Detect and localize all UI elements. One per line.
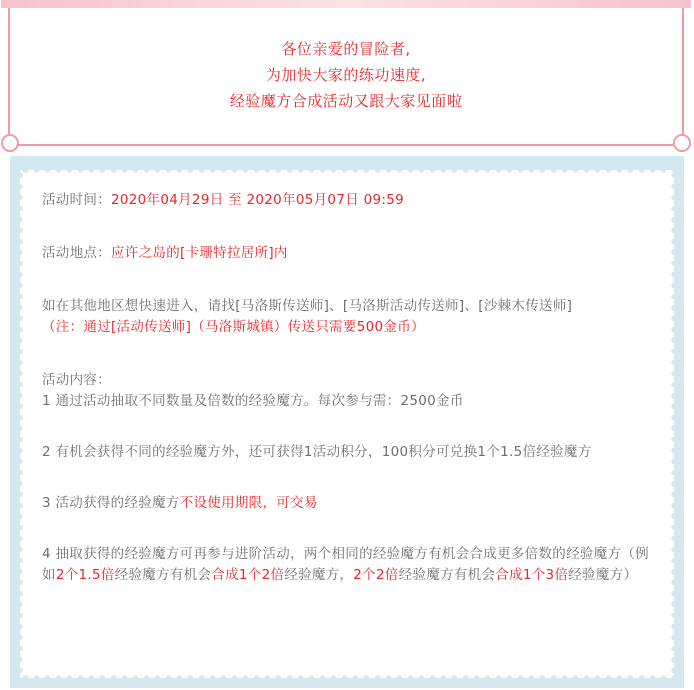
content-item-4-highlight-f: 2个2倍 — [353, 567, 399, 583]
perforation-right — [671, 170, 677, 678]
content-item-4-text-g: 经验魔方有机会 — [398, 567, 496, 583]
event-place-label: 活动地点： — [42, 245, 111, 261]
event-time — [42, 190, 660, 211]
event-time-value: 2020年04月29日 至 2020年05月07日 09:59 — [111, 192, 405, 208]
event-details-frame — [10, 156, 684, 688]
content-item-3-text: 3 活动获得的经验魔方 — [42, 495, 180, 511]
content-item-3-highlight: 不设使用期限，可交易 — [179, 495, 318, 511]
travel-instructions: 如在其他地区想快速进入，请找[马洛斯传送师]、[马洛斯活动传送师]、[沙棘木传送师] — [42, 298, 573, 314]
event-place — [42, 243, 660, 264]
content-item-4-highlight-b: 2个1.5倍 — [55, 567, 115, 583]
banner-corner-left — [1, 134, 19, 152]
banner-line-3: 经验魔方合成活动又跟大家见面啦 — [229, 92, 463, 110]
perforation-bottom — [20, 675, 674, 681]
content-item-4-text-c: 经验魔方有机会 — [114, 567, 212, 583]
event-time-label: 活动时间： — [42, 192, 111, 208]
perforation-top — [20, 167, 674, 173]
content-item-4-text-e: 经验魔方， — [284, 567, 354, 583]
intro-banner — [8, 0, 684, 146]
content-item-4-text-i: 经验魔方） — [568, 567, 638, 583]
perforation-left — [17, 170, 23, 678]
banner-text — [10, 36, 682, 114]
travel-note: （注：通过[活动传送师]（马洛斯城镇）传送只需要500金币） — [42, 319, 425, 335]
banner-line-1: 各位亲爱的冒险者, — [281, 40, 411, 58]
content-item-4 — [42, 544, 660, 586]
content-item-3 — [42, 493, 660, 514]
event-details-card — [20, 170, 674, 678]
content-heading: 活动内容： — [42, 372, 111, 388]
content-item-4-text-a: 4 抽取获得的经验魔方可再参与进阶活动，两个相同的经验魔方有机会合成更多倍数的经验魔方（例如 — [42, 546, 649, 583]
event-place-value: 应许之岛的[卡珊特拉居所]内 — [111, 245, 288, 261]
content-item-4-highlight-h: 合成1个3倍 — [495, 567, 569, 583]
content-item-2: 2 有机会获得不同的经验魔方外，还可获得1活动积分，100积分可兑换1个1.5倍经验魔方 — [42, 444, 592, 460]
content-item-4-highlight-d: 合成1个2倍 — [211, 567, 285, 583]
banner-line-2: 为加快大家的练功速度, — [265, 66, 427, 84]
content-item-1: 1 通过活动抽取不同数量及倍数的经验魔方。每次参与需：2500金币 — [42, 393, 464, 409]
banner-corner-right — [673, 134, 691, 152]
